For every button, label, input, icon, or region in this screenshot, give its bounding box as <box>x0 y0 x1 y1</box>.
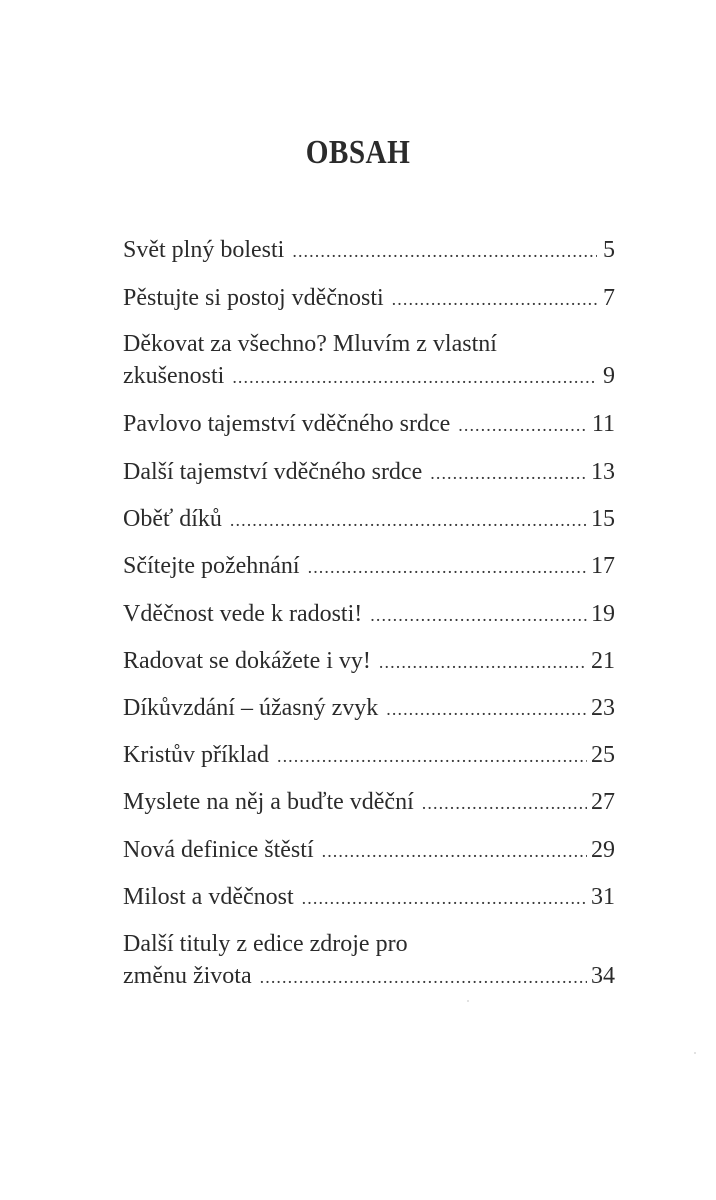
toc-page-number: 34 <box>591 963 615 989</box>
dot-leader <box>277 740 587 772</box>
dot-leader <box>302 882 587 914</box>
toc-entry <box>123 282 615 315</box>
toc-entry-title: Oběť díků <box>123 506 222 532</box>
toc-entry-title-continued: změnu života <box>123 963 252 989</box>
dot-leader <box>232 361 597 393</box>
toc-entry-title: Sčítejte požehnání <box>123 553 300 579</box>
toc-entry <box>123 834 615 867</box>
toc-page-number: 9 <box>603 363 615 389</box>
toc-entry <box>123 234 615 267</box>
toc-entry-title: Pavlovo tajemství vděčného srdce <box>123 411 451 437</box>
dot-leader <box>370 599 587 631</box>
toc-page-number: 27 <box>591 789 615 815</box>
toc-page-number: 31 <box>591 884 615 910</box>
toc-entry <box>123 928 615 993</box>
toc-entry <box>123 881 615 914</box>
dot-leader <box>292 235 597 267</box>
toc-entry <box>123 598 615 631</box>
dot-leader <box>230 504 587 536</box>
dot-leader <box>308 551 587 583</box>
page-title: OBSAH <box>305 134 411 171</box>
toc-entry-title: Kristův příklad <box>123 742 269 768</box>
toc-entry-title: Díkůvzdání – úžasný zvyk <box>123 695 379 721</box>
toc-entry-title: Milost a vděčnost <box>123 884 294 910</box>
toc-page-number: 13 <box>591 459 615 485</box>
toc-entry <box>123 328 615 393</box>
dot-leader <box>430 457 587 489</box>
dot-leader <box>379 646 587 678</box>
toc-entry <box>123 692 615 725</box>
toc-entry-title: Děkovat za všechno? Mluvím z vlastní <box>123 331 497 357</box>
dot-leader <box>386 693 587 725</box>
toc-entry <box>123 408 615 441</box>
dot-leader <box>260 961 587 993</box>
dot-leader <box>322 835 587 867</box>
paper-speck <box>467 1000 469 1002</box>
toc-page-number: 29 <box>591 837 615 863</box>
toc-entry <box>123 503 615 536</box>
toc-page-number: 25 <box>591 742 615 768</box>
toc-entry <box>123 739 615 772</box>
toc-entry-title-continued: zkušenosti <box>123 363 225 389</box>
toc-entry-title: Další tituly z edice zdroje pro <box>123 931 408 957</box>
toc-page-number: 5 <box>603 237 615 263</box>
toc-page-number: 15 <box>591 506 615 532</box>
paper-speck <box>694 1052 696 1054</box>
toc-entry-title: Svět plný bolesti <box>123 237 285 263</box>
dot-leader <box>458 409 588 441</box>
toc-page-number: 23 <box>591 695 615 721</box>
toc-entry-title: Nová definice štěstí <box>123 837 314 863</box>
toc-entry-title: Vděčnost vede k radosti! <box>123 601 363 627</box>
toc-entry-title: Radovat se dokážete i vy! <box>123 648 371 674</box>
toc-page-number: 21 <box>591 648 615 674</box>
toc-entry <box>123 456 615 489</box>
toc-entry-title: Další tajemství vděčného srdce <box>123 459 423 485</box>
toc-page-number: 17 <box>591 553 615 579</box>
dot-leader <box>422 787 587 819</box>
toc-entry-title: Pěstujte si postoj vděčnosti <box>123 285 384 311</box>
toc-entry <box>123 645 615 678</box>
toc-page-number: 19 <box>591 601 615 627</box>
toc-entry <box>123 550 615 583</box>
dot-leader <box>392 283 597 315</box>
toc-entry <box>123 786 615 819</box>
toc-entry-title: Myslete na něj a buďte vděční <box>123 789 414 815</box>
toc-page-number: 11 <box>591 411 615 437</box>
toc-page-number: 7 <box>603 285 615 311</box>
